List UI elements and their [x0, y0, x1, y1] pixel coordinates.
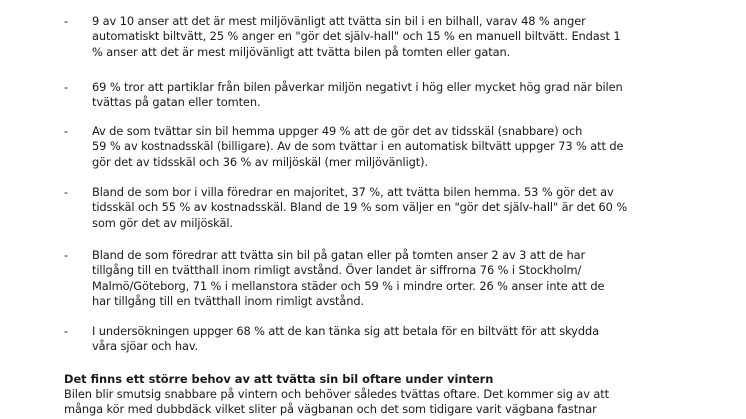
bullet-text: Av de som tvättar sin bil hemma uppger 49 % att de gör det av tidsskäl (snabbare) och 59 % av kostnadsskäl (billigare). Av de som tvättar i en automatisk biltvätt uppger 73 % att de gör det av tidsskäl och 36 % av miljöskäl (mer miljövänligt). — [92, 124, 624, 169]
bullet-text: 9 av 10 anser att det är mest miljövänligt att tvätta sin bil i en bilhall, varav 48 % anger automatiskt biltvätt, 25 % anger en "gör det själv-hall" och 15 % en manuell biltvätt. Endast 1 % anser att det är mest miljövänligt att tvätta bilen på tomten eller gatan. — [92, 14, 621, 59]
bullet-dash: - — [64, 124, 69, 138]
bullet-text: Bland de som föredrar att tvätta sin bil på gatan eller på tomten anser 2 av 3 att de har tillgång till en tvätthall inom rimligt avstånd. Över landet är siffrorna 76 % i Stockholm/ Malmö/Göteborg, 71 % i mellanstora städer och 59 % i mindre orter. 26 % anser inte att de har tillgång till en tvätthall inom rimligt avstånd. — [92, 248, 605, 309]
section-paragraph: Bilen blir smutsig snabbare på vintern och behöver således tvättas oftare. Det kommer sig av att många kör med dubbdäck vilket sliter på vägbanan och det som tidigare varit vägbana fastnar — [64, 387, 610, 417]
section-heading: Det finns ett större behov av att tvätta sin bil oftare under vintern — [64, 372, 494, 386]
bullet-text: Bland de som bor i villa föredrar en majoritet, 37 %, att tvätta bilen hemma. 53 % gör det av tidsskäl och 55 % av kostnadsskäl. Bland de 19 % som väljer en "gör det själv-hall" är det 60 % som gör det av miljöskäl. — [92, 185, 628, 230]
bullet-dash: - — [64, 80, 69, 94]
bullet-dash: - — [64, 324, 69, 338]
bullet-text: 69 % tror att partiklar från bilen påverkar miljön negativt i hög eller mycket hög grad när bilen tvättas på gatan eller tomten. — [92, 80, 623, 110]
bullet-text: I undersökningen uppger 68 % att de kan tänka sig att betala för en biltvätt för att skydda våra sjöar och hav. — [92, 324, 599, 354]
bullet-dash: - — [64, 185, 69, 199]
bullet-dash: - — [64, 248, 69, 262]
bullet-dash: - — [64, 14, 69, 28]
